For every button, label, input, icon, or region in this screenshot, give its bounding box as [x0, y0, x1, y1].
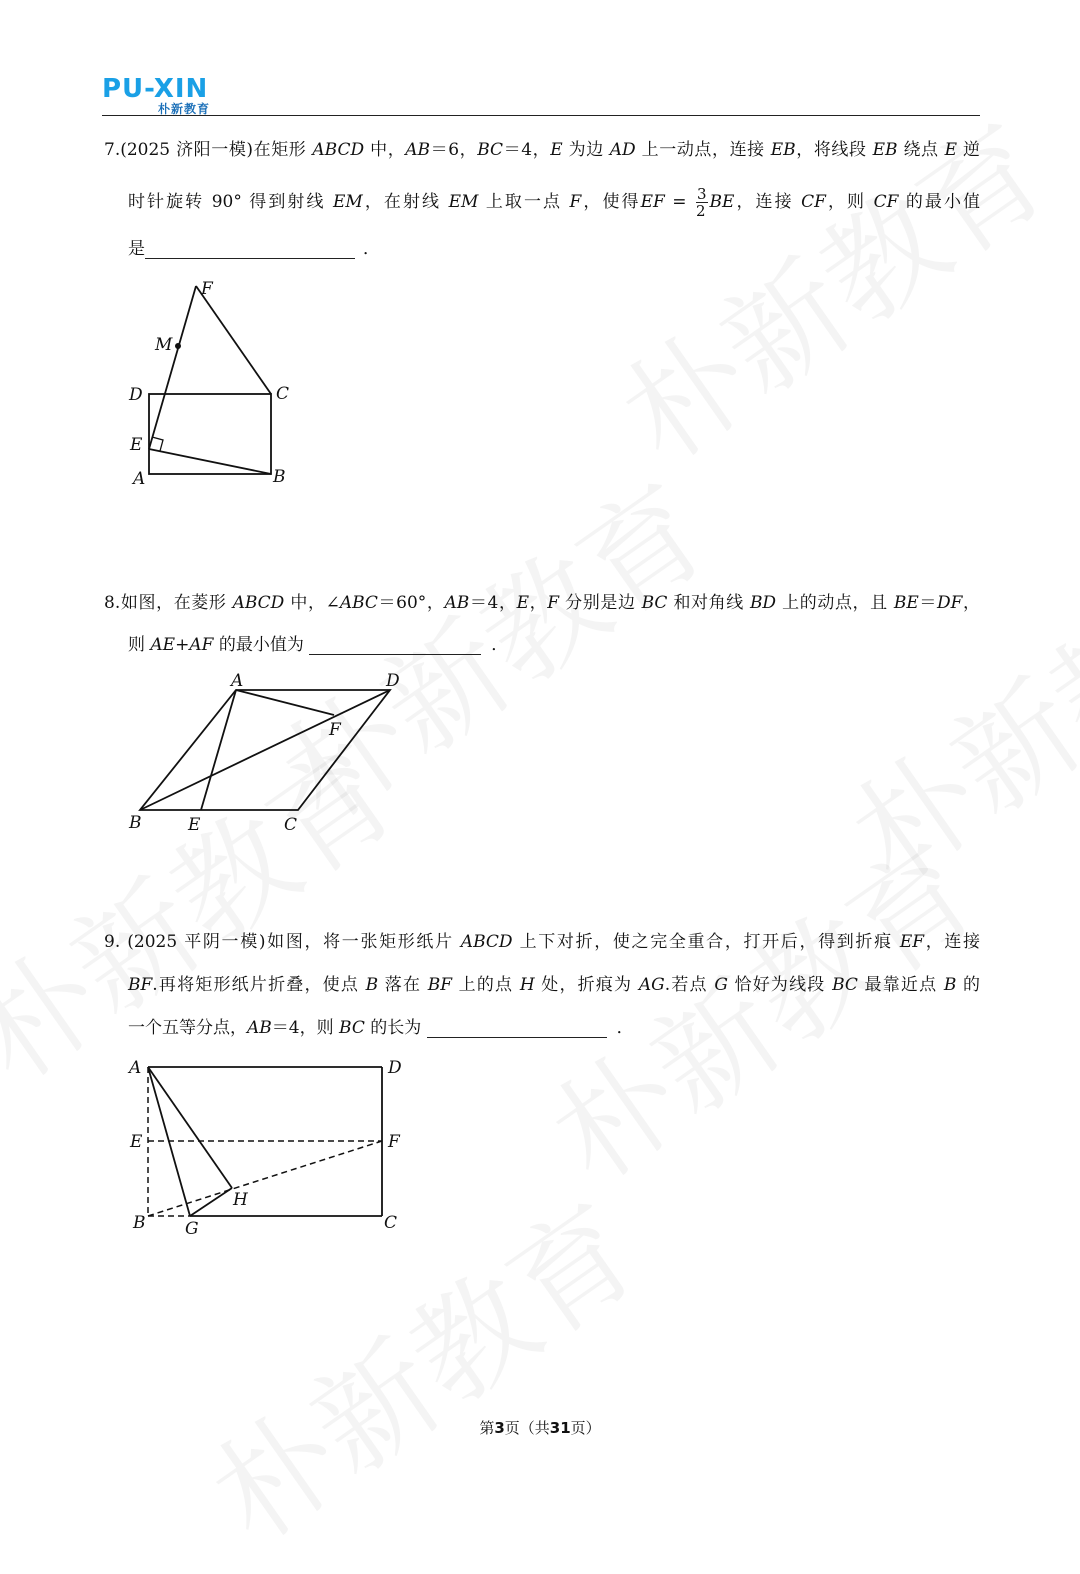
label-c: C [284, 815, 298, 835]
text: ，使得 [581, 192, 641, 212]
text: 逆 [957, 140, 981, 160]
label-f: F [388, 1132, 400, 1152]
fraction-numerator: 3 [696, 185, 707, 203]
text: 上一动点，连接 [635, 140, 771, 160]
var: E [550, 140, 563, 160]
text: 时针旋转 90° 得到射线 [128, 192, 333, 212]
text: 上的点 [452, 975, 520, 995]
var: AE [150, 635, 176, 655]
segment-bf [148, 1141, 382, 1216]
page-number: 3 [494, 1419, 505, 1437]
var: E [516, 593, 530, 613]
text: ． [616, 1018, 634, 1038]
text: ，则 [825, 192, 874, 212]
text: ，在射线 [362, 192, 449, 212]
label-a: A [129, 1058, 142, 1078]
var: EB [872, 140, 898, 160]
var: CF [873, 192, 899, 212]
text: 上取一点 [478, 192, 570, 212]
text: 8.如图，在菱形 [104, 593, 233, 613]
text: 一个五等分点， [128, 1018, 247, 1038]
label-b: B [133, 1213, 146, 1233]
var: ABCD [232, 593, 285, 613]
text: 为边 [562, 140, 610, 160]
text: 和对角线 [667, 593, 750, 613]
text: .再将矩形纸片折叠，使点 [152, 975, 366, 995]
var: AB [444, 593, 470, 613]
label-h: H [233, 1190, 248, 1210]
text: + [175, 635, 190, 655]
text: ＝60°， [377, 593, 445, 613]
var: BD [749, 593, 777, 613]
logo-sub-text: 朴新教育 [158, 102, 211, 116]
var: F [547, 593, 560, 613]
var: BE [893, 593, 919, 613]
label-d: D [386, 671, 400, 691]
var: EF [899, 932, 925, 952]
segment-hg [190, 1188, 232, 1216]
label-b: B [273, 467, 286, 487]
text: 页（共 [504, 1419, 550, 1437]
text: 7.(2025 济阳一模)在矩形 [104, 140, 313, 160]
page-footer [0, 1417, 1080, 1438]
var: BC [641, 593, 668, 613]
var: BC [339, 1018, 365, 1038]
text: ， [962, 593, 981, 613]
text: ． [363, 239, 380, 259]
var: EM [332, 192, 363, 212]
text: 的最小值 [898, 192, 981, 212]
var: EM [448, 192, 479, 212]
var: DF [936, 593, 963, 613]
text: 的最小值为 [213, 635, 310, 655]
text: ，连接 [924, 932, 981, 952]
label-a: A [133, 469, 146, 489]
logo-main-text: PU-XIN [102, 74, 209, 104]
text: 页） [570, 1419, 601, 1437]
label-a: A [231, 671, 244, 691]
var: AG [638, 975, 665, 995]
text: 上下对折，使之完全重合，打开后，得到折痕 [512, 932, 900, 952]
text: 则 [128, 635, 151, 655]
label-c: C [276, 384, 290, 404]
var: AD [609, 140, 636, 160]
var: ABC [339, 593, 378, 613]
label-b: B [129, 813, 142, 833]
text: ＝4， [503, 140, 551, 160]
var: H [519, 975, 535, 995]
text: 的 [956, 975, 981, 995]
label-d: D [388, 1058, 402, 1078]
label-e: E [130, 1132, 143, 1152]
label-d: D [129, 385, 143, 405]
total-pages: 31 [549, 1419, 571, 1437]
text: 9. (2025 平阴一模)如图，将一张矩形纸片 [104, 932, 461, 952]
text: 绕点 [897, 140, 945, 160]
label-g: G [185, 1219, 199, 1239]
text: 上的动点，且 [776, 593, 894, 613]
var: ABCD [460, 932, 513, 952]
text: 是 [128, 239, 145, 259]
var: EF [640, 192, 665, 212]
text: ， [529, 593, 548, 613]
var: BF [128, 975, 153, 995]
var: CF [801, 192, 826, 212]
text: ． [491, 635, 509, 655]
text: ，连接 [734, 192, 802, 212]
text: ，将线段 [795, 140, 873, 160]
label-e: E [188, 815, 201, 835]
text: 最靠近点 [857, 975, 944, 995]
var: EB [770, 140, 796, 160]
var: F [569, 192, 582, 212]
text: 分别是边 [559, 593, 642, 613]
text: 第 [479, 1419, 495, 1437]
text: 恰好为线段 [727, 975, 833, 995]
label-f: F [329, 720, 341, 740]
var: E [944, 140, 958, 160]
text: ＝ [918, 593, 937, 613]
var: BF [427, 975, 453, 995]
var: B [365, 975, 379, 995]
var: AF [189, 635, 214, 655]
var: AB [247, 1018, 272, 1038]
text: .若点 [664, 975, 715, 995]
var: BC [832, 975, 858, 995]
var: ABCD [312, 140, 365, 160]
text: 中， [364, 140, 406, 160]
var: B [943, 975, 957, 995]
label-f: F [201, 279, 213, 299]
text: ＝4，则 [271, 1018, 340, 1038]
var: AB [405, 140, 431, 160]
var: G [714, 975, 728, 995]
text: 处，折痕为 [534, 975, 639, 995]
var: BC [477, 140, 504, 160]
segment-ah [148, 1067, 232, 1188]
text: ＝6， [430, 140, 478, 160]
var: BE [709, 192, 735, 212]
fraction-denominator: 2 [695, 202, 706, 220]
label-e: E [130, 435, 143, 455]
text: 中，∠ [284, 593, 340, 613]
text: 的长为 [364, 1018, 427, 1038]
text: 落在 [378, 975, 428, 995]
label-m: M [155, 335, 173, 355]
text: ＝4， [469, 593, 517, 613]
text: = [664, 192, 694, 212]
label-c: C [384, 1213, 398, 1233]
